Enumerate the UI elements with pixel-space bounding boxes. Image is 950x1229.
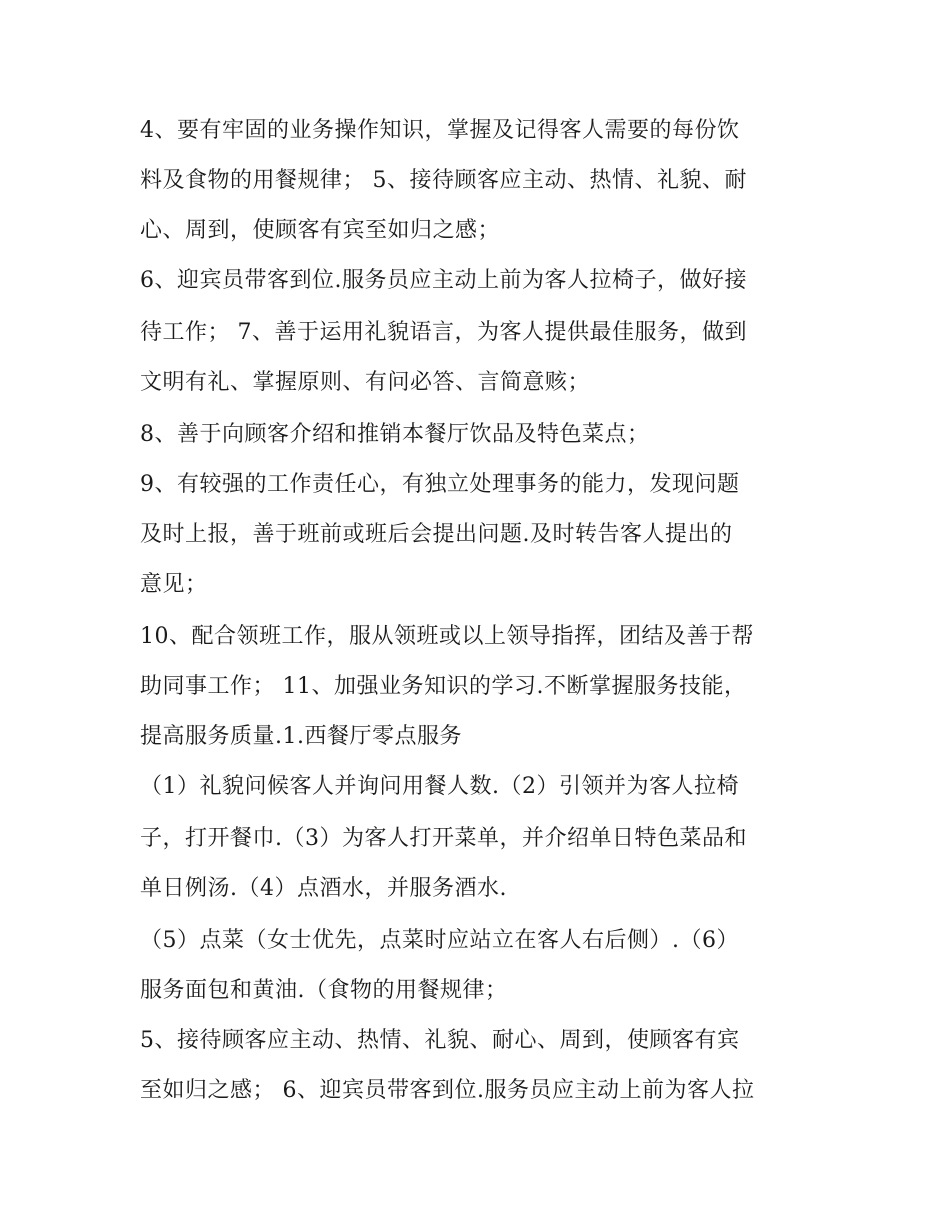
text-line: 子，打开餐巾.（3）为客人打开菜单，并介绍单日特色菜品和 <box>140 826 747 851</box>
text-line: 服务面包和黄油.（食物的用餐规律； <box>140 978 508 1003</box>
text-line: 8、善于向顾客介绍和推销本餐厅饮品及特色菜点； <box>140 422 650 447</box>
text-line: 待工作； 7、善于运用礼貌语言，为客人提供最佳服务，做到 <box>140 320 747 345</box>
text-line: 单日例汤.（4）点酒水，并服务酒水. <box>140 876 507 901</box>
text-line: （1）礼貌问候客人并询问用餐人数.（2）引领并为客人拉椅 <box>140 774 739 799</box>
text-line: 及时上报，善于班前或班后会提出问题.及时转告客人提出的 <box>140 522 733 547</box>
text-line: 文明有礼、掌握原则、有问必答、言简意赅； <box>140 370 591 395</box>
text-line: （5）点菜（女士优先，点菜时应站立在客人右后侧）.（6） <box>140 928 739 953</box>
text-line: 5、接待顾客应主动、热情、礼貌、耐心、周到，使顾客有宾 <box>140 1028 740 1053</box>
text-line: 助同事工作； 11、加强业务知识的学习.不断掌握服务技能， <box>140 674 747 699</box>
text-line: 心、周到，使顾客有宾至如归之感； <box>140 218 501 243</box>
text-line: 4、要有牢固的业务操作知识，掌握及记得客人需要的每份饮 <box>140 118 740 143</box>
text-line: 至如归之感； 6、迎宾员带客到位.服务员应主动上前为客人拉 <box>140 1078 755 1103</box>
text-line: 料及食物的用餐规律； 5、接待顾客应主动、热情、礼貌、耐 <box>140 168 747 193</box>
text-line: 10、配合领班工作，服从领班或以上领导指挥，团结及善于帮 <box>140 624 754 649</box>
text-line: 意见； <box>140 572 208 597</box>
text-line: 6、迎宾员带客到位.服务员应主动上前为客人拉椅子，做好接 <box>140 268 747 293</box>
text-line: 提高服务质量.1.西餐厅零点服务 <box>140 724 462 749</box>
text-line: 9、有较强的工作责任心，有独立处理事务的能力，发现问题 <box>140 472 740 497</box>
